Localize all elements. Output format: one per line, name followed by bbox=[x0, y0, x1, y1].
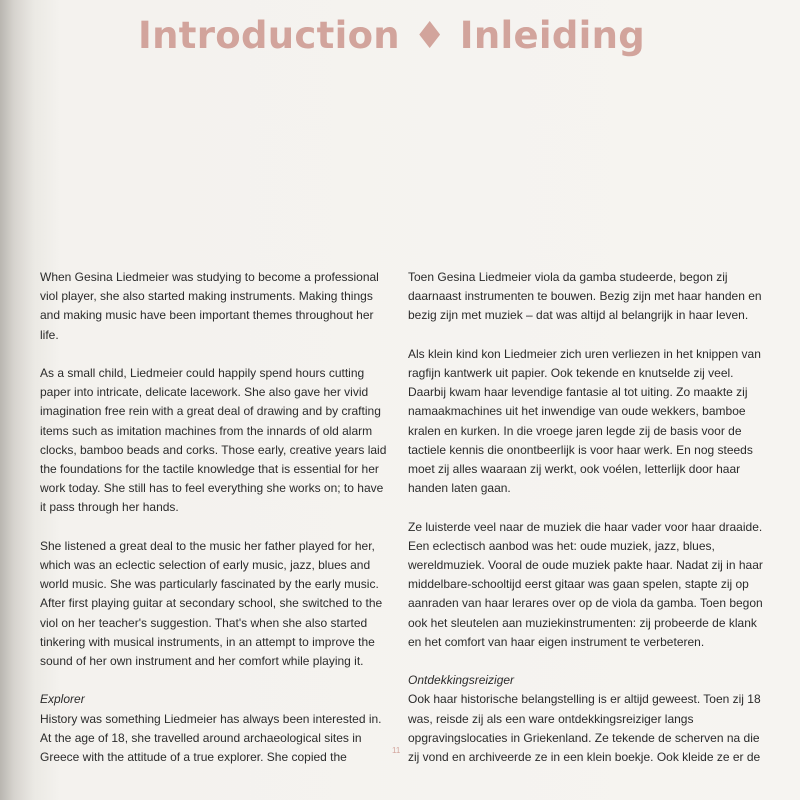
dutch-subheading: Ontdekkingsreiziger bbox=[408, 673, 515, 688]
dutch-paragraph-3: Ze luisterde veel naar de muziek die haar vader voor haar draaide. Een eclectisch aanbod was het: oude muziek, jazz, blues, wereldmuziek. Vooral de oude muziek pakte haar. Nadat zij in haar middelbare-schooltijd eerst gitaar was gaan spelen, stapte zij op aanraden van haar lerares over op de viola da gamba. Toen begon ook het sleutelen aan muziekinstrumenten: zij probeerde de klank en het comfort van haar eigen instrument te verbeteren. bbox=[408, 519, 763, 649]
dutch-column bbox=[408, 268, 768, 767]
english-column bbox=[40, 268, 390, 767]
english-paragraph-4: History was something Liedmeier has always been interested in. At the age of 18, she travelled around archaeological sites in Greece with the attitude of a true explorer. She copied the bbox=[40, 711, 382, 765]
english-paragraph-2: As a small child, Liedmeier could happily spend hours cutting paper into intricate, delicate lacework. She also gave her vivid imagination free rein with a great deal of drawing and by crafting items such as imitation machines from the innards of old alarm clocks, bamboo beads and corks. Those early, creative years laid the foundations for the tactile knowledge that is essential for her work today. She still has to feel everything she works on; to have it pass through her hands. bbox=[40, 366, 387, 515]
english-subheading: Explorer bbox=[40, 692, 85, 707]
page-title: Introduction ♦ Inleiding bbox=[138, 14, 646, 57]
dutch-paragraph-2: Als klein kind kon Liedmeier zich uren verliezen in het knippen van ragfijn kantwerk uit papier. Ook tekende en knutselde zij veel. Daarbij kwam haar levendige fantasie al tot uiting. Zo maakte zij namaakmachines uit het inwendige van oude wekkers, bamboe kralen en kurken. In die vroege jaren legde zij de basis voor de tactiele kennis die onontbeerlijk is voor haar werk. En nog steeds moet zij alles waaraan zij werkt, ook voélen, letterlijk door haar handen laten gaan. bbox=[408, 346, 761, 496]
english-paragraph-3: She listened a great deal to the music her father played for her, which was an eclectic selection of early music, jazz, blues and world music. She was particularly fascinated by the early music. After first playing guitar at secondary school, she switched to the viol on her teacher's suggestion. That's when she also started tinkering with musical instruments, in an attempt to improve the sound of her own instrument and her comfort while playing it. bbox=[40, 538, 383, 669]
english-paragraph-1: When Gesina Liedmeier was studying to become a professional viol player, she also started making instruments. Making things and making music have been important themes throughout her life. bbox=[40, 270, 379, 342]
dutch-paragraph-1: Toen Gesina Liedmeier viola da gamba studeerde, begon zij daarnaast instrumenten te bouwen. Bezig zijn met haar handen en bezig zijn met muziek – dat was altijd al belangrijk in haar leven. bbox=[408, 270, 762, 323]
dutch-paragraph-4: Ook haar historische belangstelling is er altijd geweest. Toen zij 18 was, reisde zij als een ware ontdekkingsreiziger langs opgravingslocaties in Griekenland. Ze tekende de scherven na die zij vond en archiveerde ze in een klein boekje. Ook kleide ze er de bbox=[408, 692, 761, 765]
page-number: 11 bbox=[392, 746, 401, 755]
